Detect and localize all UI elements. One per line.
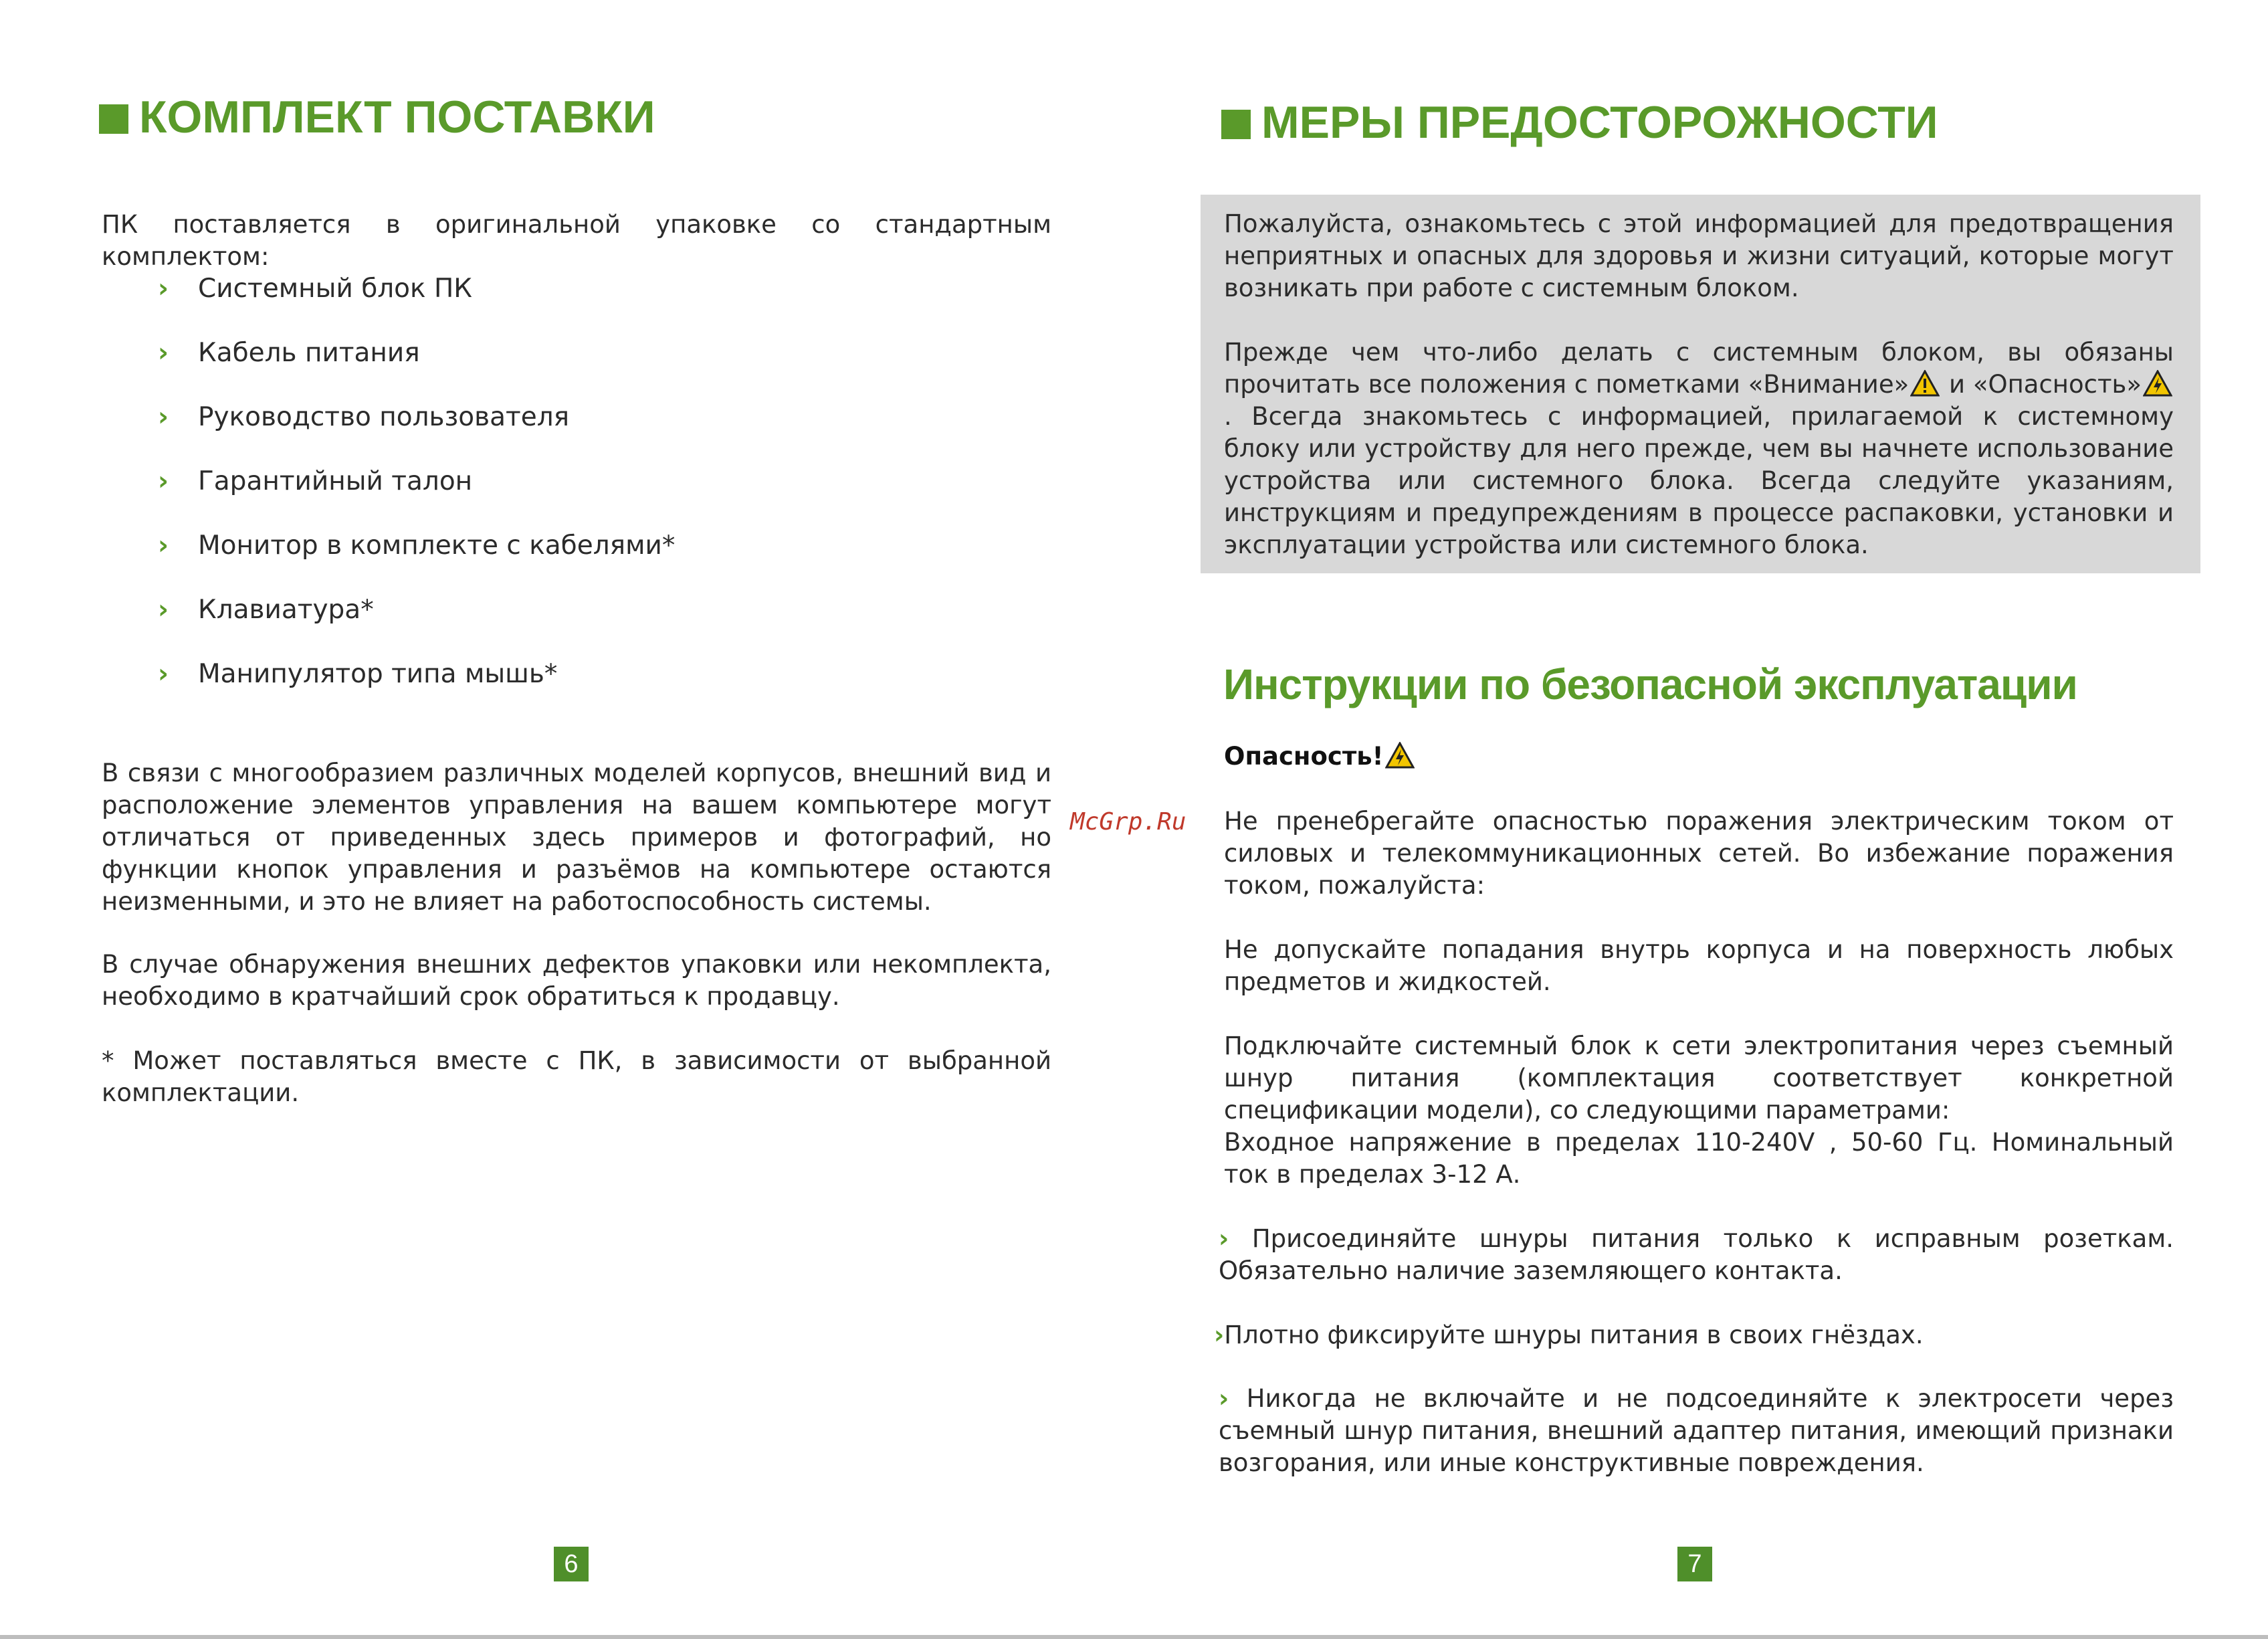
list-item-label: Манипулятор типа мышь* [198,659,558,689]
list-item [158,401,675,466]
power-connection-text: Подключайте системный блок к сети электропитания через съемный шнур питания (комплектация соответствует конкретной спецификации модели), со следующими параметрами: [1224,1032,2174,1125]
intro-text: ПК поставляется в оригинальной упаковке со стандартным комплектом: [102,210,1051,271]
electric-shock-text: Не пренебрегайте опасностью поражения электрическим током от силовых и телекоммуникационных сетей. Во избежание поражения током, пожалуйста: [1224,807,2174,900]
list-item [158,337,675,401]
chevron-icon: › [158,659,169,689]
notice-text-part: . Всегда знакомьтесь с информацией, прилагаемой к системному блоку или устройству для него прежде, чем вы начнете использование устройства или системного блока. Всегда следуйте указаниям, инструкциям и предупреждениям в процессе распаковки, установки и эксплуатации устройства или системного блока. [1224,402,2174,559]
list-item-label: Системный блок ПК [198,274,472,304]
notice-intro-text: Пожалуйста, ознакомьтесь с этой информацией для предотвращения неприятных и опасных для здоровья и жизни ситуаций, которые могут возникать при работе с системным блоком. [1224,209,2174,302]
chevron-icon: › [1219,1384,1229,1413]
notice-text-part: и «Опасность» [1941,370,2142,399]
electric-hazard-icon [2143,370,2172,397]
title-square-icon [99,104,128,134]
section-title-precautions [1221,96,1938,149]
right-page [1134,0,2268,1639]
notice-read-warnings-text [1224,336,2174,561]
chevron-icon: › [158,338,169,368]
page-number: 6 [554,1547,589,1581]
chevron-icon: › [158,595,169,625]
defects-text: В случае обнаружения внешних дефектов упаковки или некомплекта, необходимо в кратчайший срок обратиться к продавцу. [102,950,1051,1011]
list-item-label: Гарантийный талон [198,466,473,496]
bullet-sockets [1219,1223,2174,1287]
bullet-text: Никогда не включайте и не подсоединяйте к электросети через съемный шнур питания, внешний адаптер питания, имеющий признаки возгорания, или иные конструктивные повреждения. [1219,1384,2174,1477]
section-title-package [99,90,655,144]
bullet-fix-cords [1214,1319,2174,1351]
enclosure-variation-text: В связи с многообразием различных моделей корпусов, внешний вид и расположение элементов управления на вашем компьютере могут отличаться от приведенных здесь примеров и фотографий, но функции кнопок управления и разъёмов на компьютере остаются неизменными, и это не влияет на работоспособность системы. [102,759,1051,916]
footnote-text: * Может поставляться вместе с ПК, в зависимости от выбранной комплектации. [102,1046,1051,1107]
chevron-icon: › [158,531,169,561]
package-list [158,273,675,722]
warning-triangle-icon [1910,370,1940,397]
section-title-text: МЕРЫ ПРЕДОСТОРОЖНОСТИ [1261,97,1938,148]
bullet-text: Присоединяйте шнуры питания только к исправным розеткам. Обязательно наличие заземляющего контакта. [1219,1224,2174,1285]
bullet-damaged-adapter [1219,1383,2174,1479]
list-item [158,594,675,658]
electric-hazard-icon [1385,742,1415,769]
danger-label [1224,741,1416,773]
chevron-icon: › [158,274,169,304]
danger-label-text: Опасность! [1224,742,1384,771]
title-square-icon [1221,110,1251,139]
chevron-icon: › [158,466,169,496]
foreign-objects-text: Не допускайте попадания внутрь корпуса и на поверхность любых предметов и жидкостей. [1224,935,2174,996]
section-title-text: КОМПЛЕКТ ПОСТАВКИ [139,92,655,142]
chevron-icon: › [158,402,169,432]
list-item-label: Руководство пользователя [198,402,570,432]
list-item [158,530,675,594]
chevron-icon: › [1214,1321,1225,1349]
safety-instructions-heading: Инструкции по безопасной эксплуатации [1223,660,2077,708]
list-item-label: Монитор в комплекте с кабелями* [198,531,676,561]
list-item [158,466,675,530]
bottom-rule [0,1635,2268,1639]
chevron-icon: › [1219,1224,1229,1253]
list-item-label: Кабель питания [198,338,420,368]
precautions-notice-box [1201,195,2200,573]
watermark: McGrp.Ru [1070,808,1187,836]
notice-text-part: Прежде чем что-либо делать с системным блоком, вы обязаны прочитать все положения с пометками «Внимание» [1224,338,2174,399]
list-item [158,273,675,337]
voltage-spec-text: Входное напряжение в пределах 110-240V , 50-60 Гц. Номинальный ток в пределах 3-12 А. [1224,1128,2174,1189]
list-item-label: Клавиатура* [198,595,374,625]
bullet-text: Плотно фиксируйте шнуры питания в своих гнёздах. [1224,1321,1924,1349]
list-item [158,658,675,722]
page-number: 7 [1677,1547,1712,1581]
